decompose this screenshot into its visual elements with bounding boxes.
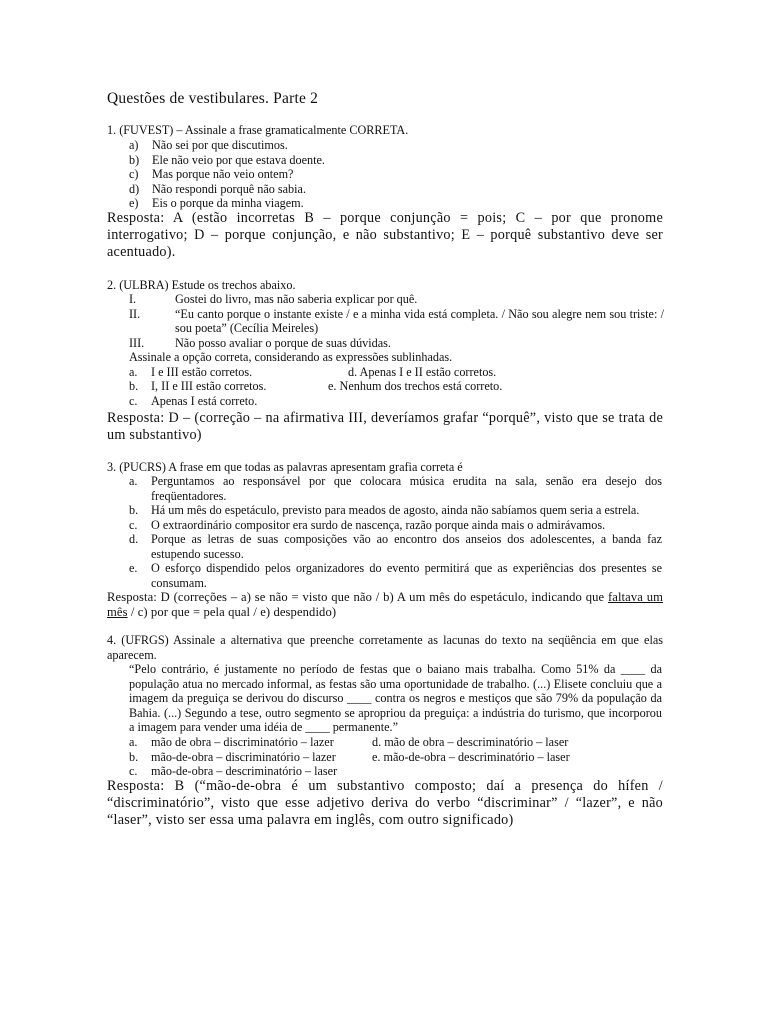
- q4-quote: “Pelo contrário, é justamente no período de festas que o baiano mais trabalha. Como 51% da ____ da população atua no mercado informal, as festas são uma oportunidade de trabalho. (...) Elisete concluiu que a imagem da preguiça se derivou do discurso ____ contra os negros e mestiços que são 79% da população da Bahia. (...) Segundo a tese, outro segmento se apropriou da preguiça: a indústria do turismo, que incorporou a imagem para vender uma idéia de ____ permanente.”: [129, 662, 662, 734]
- q1-option-b: b) Ele não veio por que estava doente.: [129, 152, 325, 167]
- q1-option-d: d) Não respondi porquê não sabia.: [129, 181, 306, 196]
- q3-option-b: b. Há um mês do espetáculo, previsto para meados de agosto, ainda não sabíamos quem seria a estrela.: [129, 503, 640, 517]
- q1-stem: 1. (FUVEST) – Assinale a frase gramaticalmente CORRETA.: [107, 123, 409, 137]
- q3-answer: Resposta: D (correções – a) se não = visto que não / b) A um mês do espetáculo, indicando que faltava um mês / c) por que = pela qual / e) despendido): [107, 590, 663, 619]
- page-title: Questões de vestibulares. Parte 2: [107, 90, 319, 107]
- q2-item-1: I. Gostei do livro, mas não saberia explicar por quê.: [129, 292, 418, 306]
- q2-option-d: d. Apenas I e II estão corretos.: [348, 364, 497, 379]
- q2-options-row-1: a. I e III estão corretos. d. Apenas I e II estão corretos.: [129, 364, 497, 379]
- q2-option-e: e. Nenhum dos trechos está correto.: [328, 379, 503, 393]
- q2-answer: Resposta: D – (correção – na afirmativa III, deveríamos grafar “porquê”, visto que se trata de um substantivo): [107, 410, 663, 443]
- q1-option-c: c) Mas porque não veio ontem?: [129, 167, 294, 181]
- q3-option-c: c. O extraordinário compositor era surdo de nascença, razão porque ainda mais o admirávamos.: [129, 517, 606, 532]
- q2-item-3: III. Não posso avaliar o porque de suas dúvidas.: [129, 335, 391, 350]
- q1-option-e: e) Eis o porque da minha viagem.: [129, 196, 304, 210]
- q2-stem: 2. (ULBRA) Estude os trechos abaixo.: [107, 278, 296, 292]
- q2-options-row-3: c. Apenas I está correto.: [129, 393, 258, 408]
- q4-answer: Resposta: B (“mão-de-obra é um substantivo composto; daí a presença do hífen / “discriminatório”, visto que esse adjetivo deriva do verbo “discriminar” / “lazer”, e não “laser”, visto ser essa uma palavra em inglês, com outro significado): [107, 778, 663, 828]
- q2-options-row-2: b. I, II e III estão corretos. e. Nenhum dos trechos está correto.: [129, 379, 503, 393]
- q2-instruction: Assinale a opção correta, considerando as expressões sublinhadas.: [129, 350, 453, 364]
- q3-option-d: d. Porque as letras de suas composições vão ao encontro dos anseios dos adolescentes, a banda faz estupendo sucesso.: [129, 532, 662, 561]
- q3-answer-underlined: faltava um mês: [107, 590, 663, 619]
- q4-stem: 4. (UFRGS) Assinale a alternativa que preenche corretamente as lacunas do texto na seqüência em que elas aparecem.: [107, 633, 663, 662]
- q3-stem: 3. (PUCRS) A frase em que todas as palavras apresentam grafia correta é: [107, 460, 463, 474]
- q4-options-row-2: b. mão-de-obra – discriminatório – lazer e. mão-de-obra – descriminatório – laser: [129, 749, 570, 764]
- q2-items: [129, 292, 664, 408]
- q4-option-d: d. mão de obra – descriminatório – laser: [372, 735, 569, 749]
- q4-options-row-1: a. mão de obra – discriminatório – lazer d. mão de obra – descriminatório – laser: [129, 735, 569, 749]
- q4-options: [129, 735, 662, 779]
- q4-options-row-3: c. mão-de-obra – descriminatório – laser: [129, 764, 338, 778]
- q1-options: [129, 138, 669, 211]
- q3-option-a: a. Perguntamos ao responsável por que colocara música erudita na sala, senão era desejo dos freqüentadores.: [129, 474, 662, 503]
- q3-option-e: e. O esforço dispendido pelos organizadores do evento permitirá que as experiências dos presentes se consumam.: [129, 561, 662, 590]
- q3-options: [129, 474, 662, 590]
- q1-option-a: a) Não sei por que discutimos.: [129, 138, 288, 152]
- q1-answer: Resposta: A (estão incorretas B – porque conjunção = pois; C – por que pronome interrogativo; D – porque conjunção, e não substantivo; E – porquê substantivo deve ser acentuado).: [107, 210, 663, 260]
- q2-item-2: II. “Eu canto porque o instante existe / e a minha vida está completa. / Não sou alegre nem sou triste: / sou poeta” (Cecília Meireles): [129, 306, 664, 335]
- q4-option-e: e. mão-de-obra – descriminatório – laser: [372, 749, 570, 764]
